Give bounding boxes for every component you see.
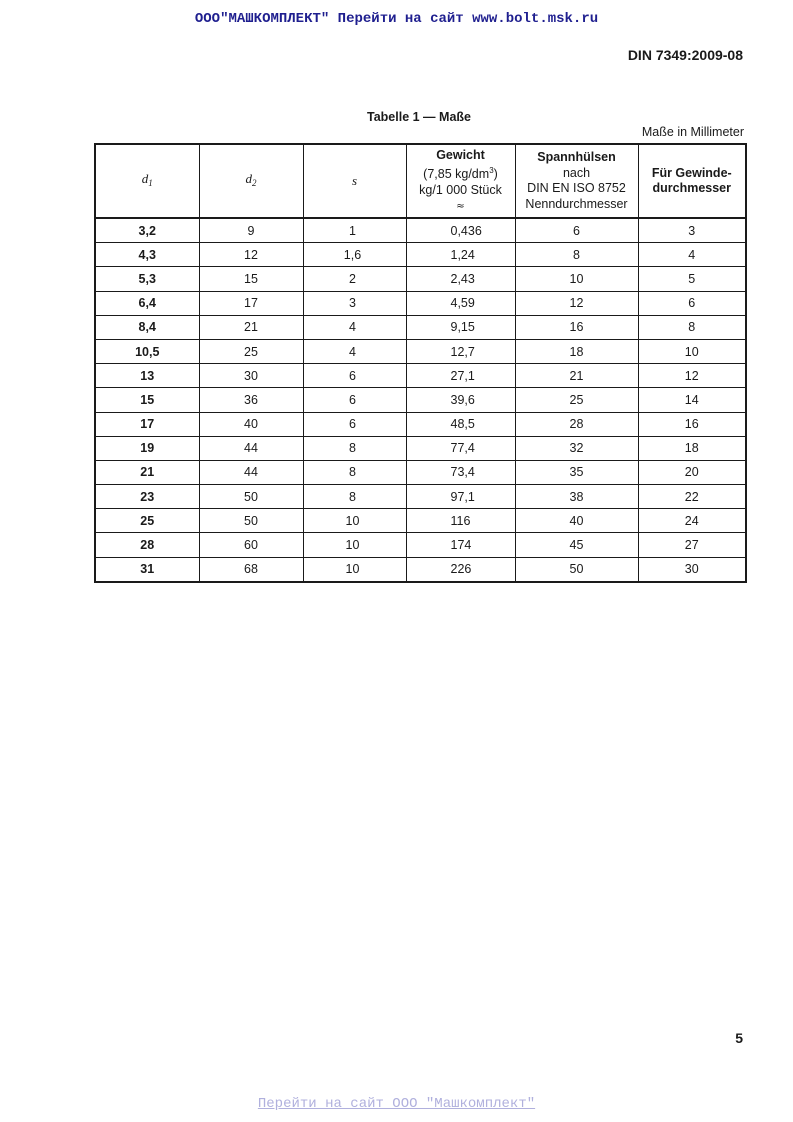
table-body: [95, 218, 746, 582]
cell-d2: 15: [199, 267, 303, 291]
cell-sleeve: 21: [515, 364, 638, 388]
cell-d2: 21: [199, 315, 303, 339]
cell-sleeve: 16: [515, 315, 638, 339]
cell-d1: 13: [95, 364, 199, 388]
cell-s: 6: [303, 412, 406, 436]
table-header-row: [95, 144, 746, 218]
header-sleeves-line2: nach: [562, 165, 591, 180]
cell-d1: 31: [95, 557, 199, 582]
table-row: [95, 436, 746, 460]
cell-thread: 5: [638, 267, 746, 291]
header-sleeves: [515, 144, 638, 218]
cell-sleeve: 10: [515, 267, 638, 291]
cell-sleeve: 50: [515, 557, 638, 582]
cell-d1: 10,5: [95, 339, 199, 363]
cell-thread: 30: [638, 557, 746, 582]
cell-weight: 77,4: [406, 436, 515, 460]
table-title: Tabelle 1 — Maße: [367, 110, 471, 124]
cell-s: 8: [303, 485, 406, 509]
header-d2-symbol: d: [245, 170, 252, 186]
cell-d1: 17: [95, 412, 199, 436]
header-d1-sub: 1: [148, 177, 153, 188]
cell-thread: 6: [638, 291, 746, 315]
cell-thread: 22: [638, 485, 746, 509]
cell-d2: 30: [199, 364, 303, 388]
cell-weight: 12,7: [406, 339, 515, 363]
cell-s: 10: [303, 557, 406, 582]
cell-sleeve: 35: [515, 460, 638, 484]
header-sleeves-title: Spannhülsen: [537, 150, 616, 164]
cell-d1: 5,3: [95, 267, 199, 291]
cell-d1: 25: [95, 509, 199, 533]
table-row: [95, 267, 746, 291]
cell-weight: 4,59: [406, 291, 515, 315]
bottom-site-link[interactable]: Перейти на сайт ООО "Машкомплект": [257, 1096, 536, 1112]
cell-sleeve: 25: [515, 388, 638, 412]
cell-thread: 16: [638, 412, 746, 436]
cell-s: 3: [303, 291, 406, 315]
table-row: [95, 485, 746, 509]
cell-s: 1,6: [303, 243, 406, 267]
cell-thread: 18: [638, 436, 746, 460]
cell-thread: 8: [638, 315, 746, 339]
cell-thread: 3: [638, 218, 746, 243]
cell-s: 8: [303, 460, 406, 484]
cell-weight: 39,6: [406, 388, 515, 412]
cell-d1: 15: [95, 388, 199, 412]
cell-d2: 40: [199, 412, 303, 436]
header-s-symbol: s: [351, 172, 358, 188]
header-d2: [199, 144, 303, 218]
cell-thread: 24: [638, 509, 746, 533]
header-sleeves-line4: Nenndurchmesser: [525, 196, 628, 211]
header-weight-density: (7,85 $kg/dm^3$): [423, 166, 498, 182]
dimensions-table: [94, 143, 747, 583]
cell-sleeve: 38: [515, 485, 638, 509]
cell-d2: 44: [199, 436, 303, 460]
cell-s: 1: [303, 218, 406, 243]
cell-d1: 6,4: [95, 291, 199, 315]
cell-thread: 12: [638, 364, 746, 388]
cell-thread: 14: [638, 388, 746, 412]
cell-d2: 68: [199, 557, 303, 582]
cell-weight: 0,436: [406, 218, 515, 243]
header-weight: [406, 144, 515, 218]
top-site-link[interactable]: ООО"МАШКОМПЛЕКТ" Перейти на сайт www.bolt.msk.ru: [194, 11, 599, 27]
cell-weight: 174: [406, 533, 515, 557]
table-row: [95, 364, 746, 388]
table-row: [95, 412, 746, 436]
cell-sleeve: 45: [515, 533, 638, 557]
cell-sleeve: 32: [515, 436, 638, 460]
cell-d2: 50: [199, 509, 303, 533]
cell-d1: 8,4: [95, 315, 199, 339]
cell-s: 10: [303, 509, 406, 533]
cell-d2: 12: [199, 243, 303, 267]
page-number: 5: [735, 1030, 743, 1046]
cell-s: 10: [303, 533, 406, 557]
table-row: [95, 509, 746, 533]
units-note: Maße in Millimeter: [641, 125, 744, 139]
cell-sleeve: 40: [515, 509, 638, 533]
cell-d2: 60: [199, 533, 303, 557]
table-row: [95, 557, 746, 582]
table-row: [95, 243, 746, 267]
header-weight-approx: ≈: [456, 200, 465, 212]
header-thread-line1: Für Gewinde-: [651, 165, 732, 180]
cell-thread: 27: [638, 533, 746, 557]
cell-weight: 116: [406, 509, 515, 533]
header-d2-sub: 2: [252, 177, 257, 188]
cell-d1: 21: [95, 460, 199, 484]
header-thread-line2: durchmesser: [652, 181, 731, 195]
table-row: [95, 533, 746, 557]
cell-weight: 1,24: [406, 243, 515, 267]
cell-weight: 97,1: [406, 485, 515, 509]
table-row: [95, 218, 746, 243]
header-thread: [638, 144, 746, 218]
cell-sleeve: 12: [515, 291, 638, 315]
table-row: [95, 388, 746, 412]
cell-weight: 73,4: [406, 460, 515, 484]
cell-thread: 20: [638, 460, 746, 484]
header-weight-title: Gewicht: [436, 147, 485, 162]
cell-d2: 44: [199, 460, 303, 484]
cell-sleeve: 18: [515, 339, 638, 363]
cell-d1: 19: [95, 436, 199, 460]
table-row: [95, 291, 746, 315]
cell-s: 8: [303, 436, 406, 460]
cell-thread: 4: [638, 243, 746, 267]
cell-weight: 226: [406, 557, 515, 582]
cell-d2: 17: [199, 291, 303, 315]
table-row: [95, 460, 746, 484]
cell-d2: 50: [199, 485, 303, 509]
header-d1-symbol: d: [141, 170, 149, 186]
table-row: [95, 315, 746, 339]
cell-d1: 23: [95, 485, 199, 509]
cell-s: 4: [303, 315, 406, 339]
table-row: [95, 339, 746, 363]
cell-s: 4: [303, 339, 406, 363]
cell-weight: 9,15: [406, 315, 515, 339]
cell-sleeve: 6: [515, 218, 638, 243]
cell-weight: 27,1: [406, 364, 515, 388]
cell-sleeve: 28: [515, 412, 638, 436]
cell-d1: 3,2: [95, 218, 199, 243]
cell-d2: 36: [199, 388, 303, 412]
header-s: [303, 144, 406, 218]
cell-s: 2: [303, 267, 406, 291]
header-sleeves-line3: DIN EN ISO 8752: [527, 181, 626, 195]
document-id: DIN 7349:2009-08: [627, 47, 743, 63]
cell-d1: 4,3: [95, 243, 199, 267]
cell-d2: 25: [199, 339, 303, 363]
cell-s: 6: [303, 388, 406, 412]
cell-sleeve: 8: [515, 243, 638, 267]
header-weight-unit: kg/1 000 Stück: [419, 183, 502, 198]
cell-d2: 9: [199, 218, 303, 243]
cell-thread: 10: [638, 339, 746, 363]
header-d1: [95, 144, 199, 218]
cell-weight: 48,5: [406, 412, 515, 436]
cell-d1: 28: [95, 533, 199, 557]
cell-weight: 2,43: [406, 267, 515, 291]
cell-s: 6: [303, 364, 406, 388]
